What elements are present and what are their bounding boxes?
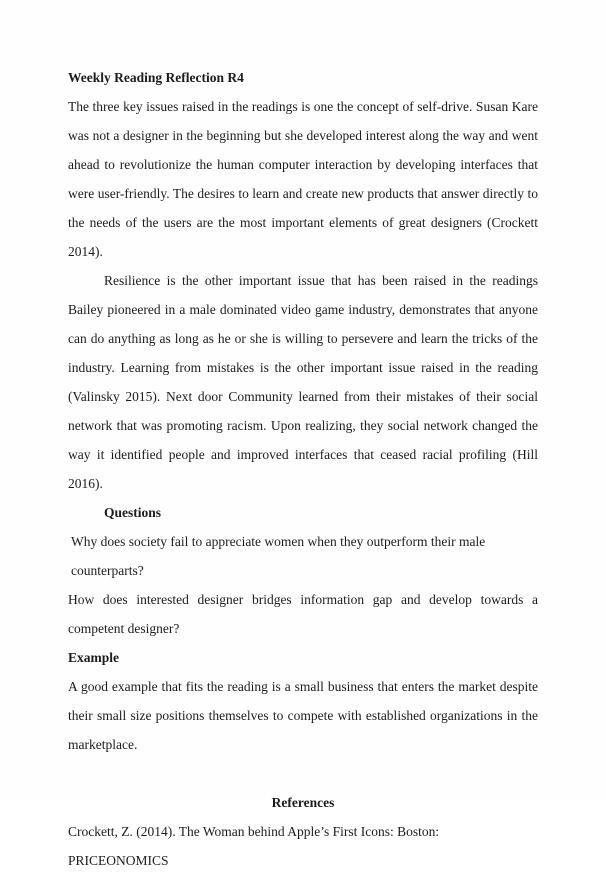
paragraph-resilience: Resilience is the other important issue that has been raised in the readings Bailey pioneered in a male dominated video game industry, demonstrates that anyone can do anything as long as he or she is willing to persevere and learn the tricks of the industry. Learning from mistakes is the other important issue raised in the reading (Valinsky 2015). Next door Community learned from their mistakes of their social network that was promoting racism. Upon realizing, they social network changed the way it identified people and improved interfaces that ceased racial profiling (Hill 2016).: [68, 273, 538, 491]
example-paragraph: A good example that fits the reading is a small business that enters the market despite their small size positions themselves to compete with established organizations in the marketplace.: [68, 679, 538, 752]
example-heading: Example: [68, 650, 120, 665]
question-2: How does interested designer bridges information gap and develop towards a competent designer?: [68, 592, 538, 636]
reference-entry: Crockett, Z. (2014). The Woman behind Apple’s First Icons: Boston: PRICEONOMICS: [68, 824, 440, 868]
questions-heading: Questions: [104, 505, 162, 520]
references-heading: References: [271, 795, 335, 810]
paragraph-self-drive: The three key issues raised in the readings is one the concept of self-drive. Susan Kare was not a designer in the beginning but she developed interest along the way and went ahead to revolutionize the human computer interaction by developing interfaces that were user-friendly. The desires to learn and create new products that answer directly to the needs of the users are the most important elements of great designers (Crockett 2014).: [68, 99, 538, 259]
question-1: Why does society fail to appreciate women when they outperform their male counterparts?: [71, 534, 486, 578]
document-title: Weekly Reading Reflection R4: [68, 70, 244, 85]
